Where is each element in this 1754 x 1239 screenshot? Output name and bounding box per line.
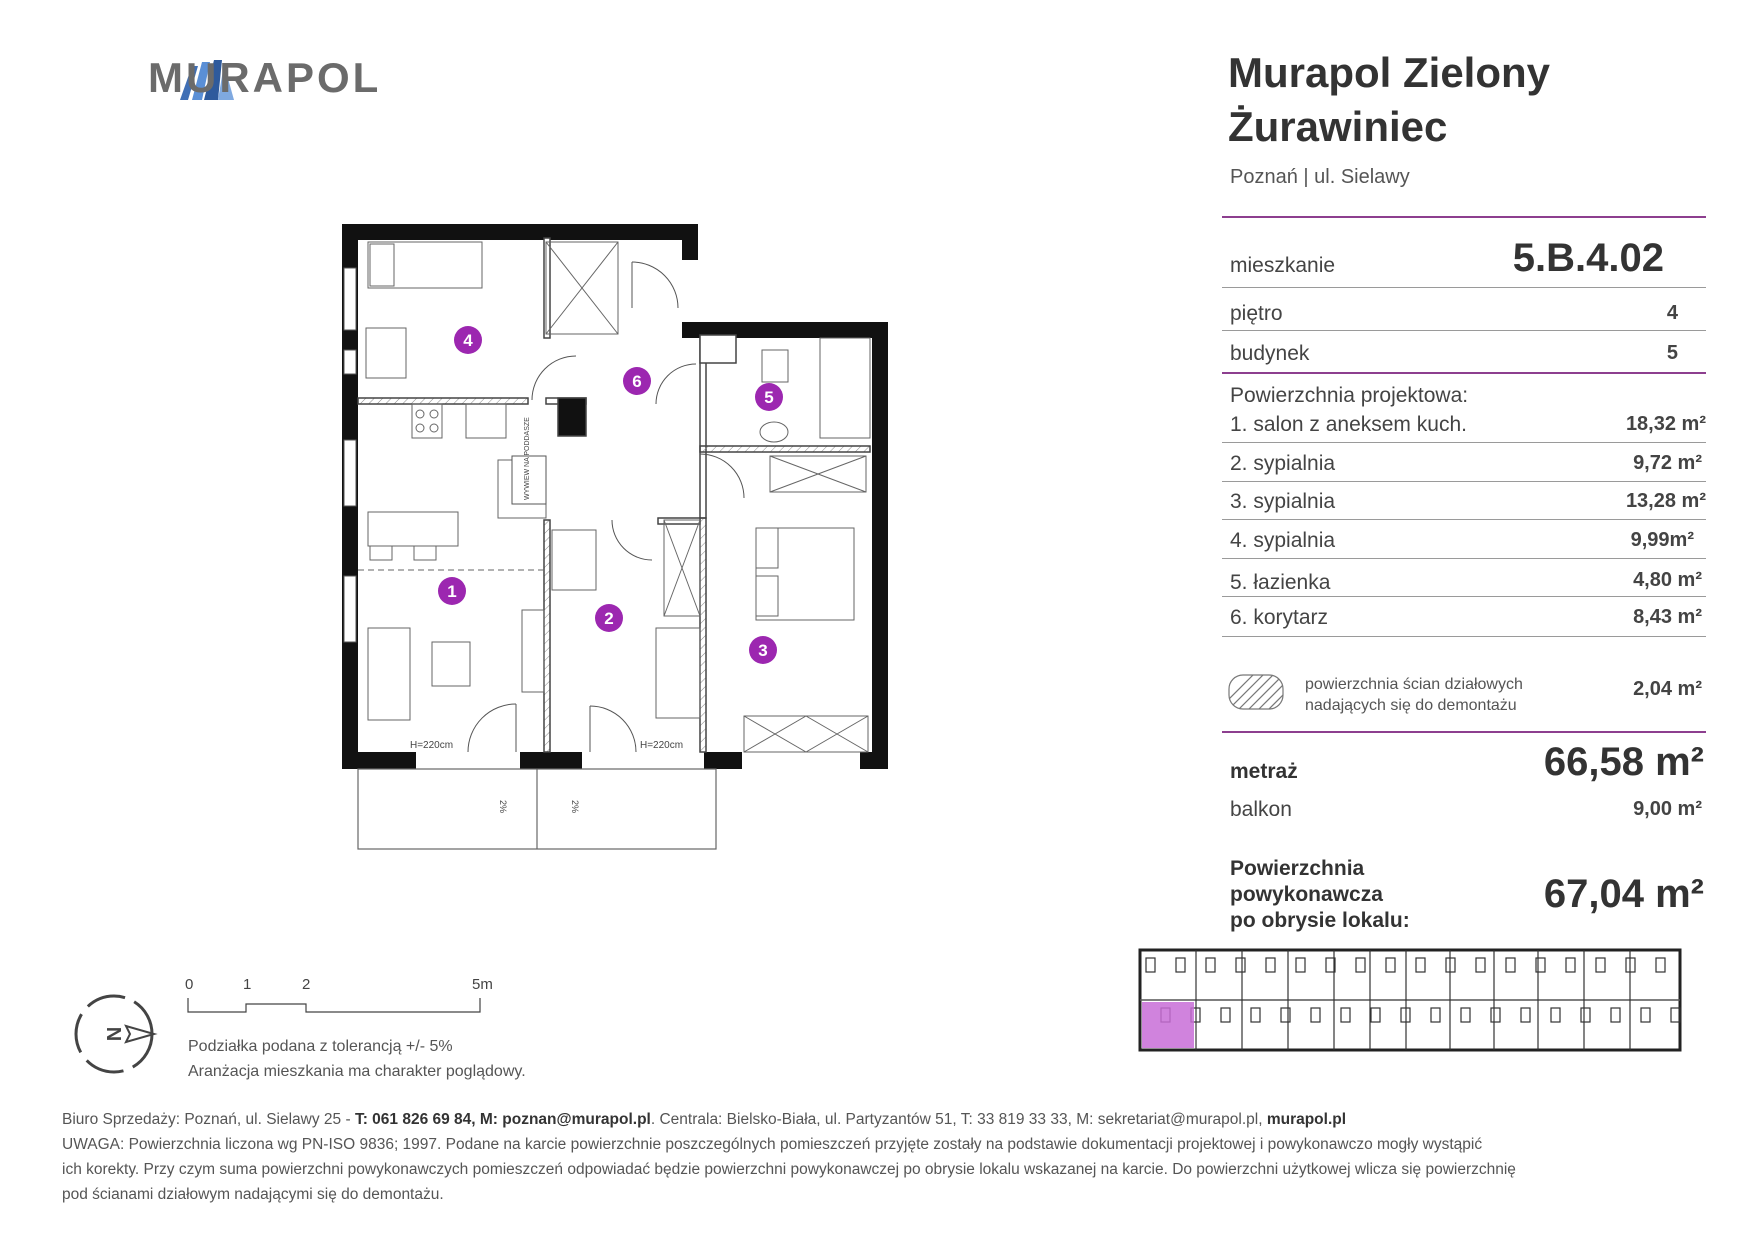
compass-letter: N bbox=[102, 1026, 124, 1042]
door-height-1: H=220cm bbox=[410, 740, 454, 751]
room-name-3: 3. sypialnia bbox=[1230, 490, 1336, 513]
door-height-2: H=220cm bbox=[640, 740, 684, 751]
scale-tick-5m: 5m bbox=[472, 976, 493, 993]
room-area-3: 13,28 m² bbox=[1625, 490, 1706, 512]
divider bbox=[1222, 330, 1706, 331]
divider bbox=[1222, 519, 1706, 520]
building-value: 5 bbox=[1666, 342, 1678, 364]
footer-sales-office: Biuro Sprzedaży: Poznań, ul. Sielawy 25 - bbox=[62, 1111, 355, 1128]
as-built-label bbox=[1230, 856, 1450, 934]
metraz-label: metraż bbox=[1230, 760, 1298, 783]
scale-note-2: Aranżacja mieszkania ma charakter poglądowy. bbox=[188, 1063, 526, 1080]
room-marker-label-6: 6 bbox=[632, 372, 642, 391]
as-built-line2: powykonawcza bbox=[1230, 883, 1383, 906]
metraz-value: 66,58 m² bbox=[1543, 740, 1704, 784]
vent-label: WYWIEW NA PODDASZE bbox=[524, 417, 531, 500]
floor-plan bbox=[330, 215, 900, 875]
project-title-line2: Żurawiniec bbox=[1228, 103, 1448, 150]
divider bbox=[1222, 442, 1706, 443]
room-area-1: 18,32 m² bbox=[1625, 413, 1706, 435]
room-marker-label-2: 2 bbox=[604, 609, 614, 628]
divider bbox=[1222, 731, 1706, 733]
highlighted-apartment bbox=[1142, 1002, 1194, 1048]
divider bbox=[1222, 558, 1706, 559]
room-marker-label-4: 4 bbox=[463, 331, 473, 350]
room-name-4: 4. sypialnia bbox=[1230, 529, 1336, 552]
floor-label: piętro bbox=[1230, 302, 1283, 325]
left-windows bbox=[344, 268, 356, 642]
room-marker-label-1: 1 bbox=[447, 582, 457, 601]
apartment-label: mieszkanie bbox=[1230, 254, 1336, 277]
compass-icon bbox=[66, 986, 162, 1082]
as-built-value: 67,04 m² bbox=[1543, 872, 1704, 916]
divider bbox=[1222, 216, 1706, 218]
room-area-2: 9,72 m² bbox=[1633, 452, 1702, 474]
slope-2: 2% bbox=[570, 800, 580, 814]
building-label: budynek bbox=[1230, 342, 1310, 365]
footer-line2: UWAGA: Powierzchnia liczona wg PN-ISO 9836; 1997. Podane na karcie powierzchnie poszczególnych pomieszczeń przyjęte zostały na podstawie dokumentacji projektowej i powykonawczo mogły wystąpić bbox=[62, 1136, 1483, 1153]
footer bbox=[62, 1107, 1712, 1207]
room-markers bbox=[438, 326, 783, 664]
project-location: Poznań | ul. Sielawy bbox=[1230, 166, 1410, 188]
balcony bbox=[358, 769, 716, 849]
project-title bbox=[1228, 46, 1648, 154]
divider bbox=[1222, 287, 1706, 288]
furniture bbox=[358, 242, 870, 752]
outer-walls bbox=[342, 224, 888, 769]
footer-line3: ich korekty. Przy czym suma powierzchni powykonawczych pomieszczeń odpowiadać będzie powierzchni powykonawczej po obrysie lokalu wskazanej na karcie. Do powierzchni użytkowej wlicza się powierzchnię bbox=[62, 1161, 1516, 1178]
room-marker-label-5: 5 bbox=[764, 388, 774, 407]
balcony-value: 9,00 m² bbox=[1633, 798, 1702, 820]
divider bbox=[1222, 481, 1706, 482]
room-marker-label-3: 3 bbox=[758, 641, 768, 660]
balcony-label: balkon bbox=[1230, 798, 1292, 821]
building-key-plan bbox=[1138, 946, 1684, 1058]
footer-sales-contact: T: 061 826 69 84, M: poznan@murapol.pl bbox=[354, 1111, 651, 1128]
brand-name: MURAPOL bbox=[148, 54, 382, 101]
scale-tick-0: 0 bbox=[185, 976, 194, 993]
footer-line1 bbox=[62, 1107, 1712, 1132]
hatch-legend-icon bbox=[1228, 674, 1284, 710]
room-area-5: 4,80 m² bbox=[1633, 569, 1702, 591]
scale-tick-1: 1 bbox=[243, 976, 252, 993]
scale-bar bbox=[186, 996, 486, 1020]
footer-website-link[interactable]: murapol.pl bbox=[1266, 1111, 1347, 1128]
walls-note bbox=[1305, 674, 1565, 716]
divider bbox=[1222, 636, 1706, 637]
divider bbox=[1222, 596, 1706, 597]
as-built-line3: po obrysie lokalu: bbox=[1230, 909, 1410, 932]
scale-notes bbox=[188, 1034, 526, 1084]
room-name-2: 2. sypialnia bbox=[1230, 452, 1336, 475]
area-heading: Powierzchnia projektowa: bbox=[1230, 384, 1469, 407]
footer-line4: pod ścianami działowym nadającymi się do demontażu. bbox=[62, 1186, 444, 1203]
project-title-line1: Murapol Zielony bbox=[1228, 49, 1551, 96]
walls-note-line1: powierzchnia ścian działowych bbox=[1305, 676, 1523, 693]
scale-tick-2: 2 bbox=[302, 976, 311, 993]
walls-note-line2: nadających się do demontażu bbox=[1305, 697, 1517, 714]
room-name-5: 5. łazienka bbox=[1230, 571, 1331, 594]
divider bbox=[1222, 372, 1706, 374]
inner-walls bbox=[358, 238, 870, 752]
floor-value: 4 bbox=[1666, 302, 1678, 324]
apartment-number: 5.B.4.02 bbox=[1512, 236, 1664, 280]
room-area-6: 8,43 m² bbox=[1633, 606, 1702, 628]
footer-headquarters: . Centrala: Bielsko-Biała, ul. Partyzantów 51, T: 33 819 33 33, M: sekretariat@murapol.pl, bbox=[650, 1111, 1267, 1128]
room-name-1: 1. salon z aneksem kuch. bbox=[1230, 413, 1467, 436]
as-built-line1: Powierzchnia bbox=[1230, 857, 1365, 880]
scale-note-1: Podziałka podana z tolerancją +/- 5% bbox=[188, 1038, 453, 1055]
walls-area: 2,04 m² bbox=[1633, 678, 1702, 700]
room-name-6: 6. korytarz bbox=[1230, 606, 1329, 629]
slope-1: 2% bbox=[498, 800, 508, 814]
room-area-4: 9,99m² bbox=[1630, 529, 1694, 551]
